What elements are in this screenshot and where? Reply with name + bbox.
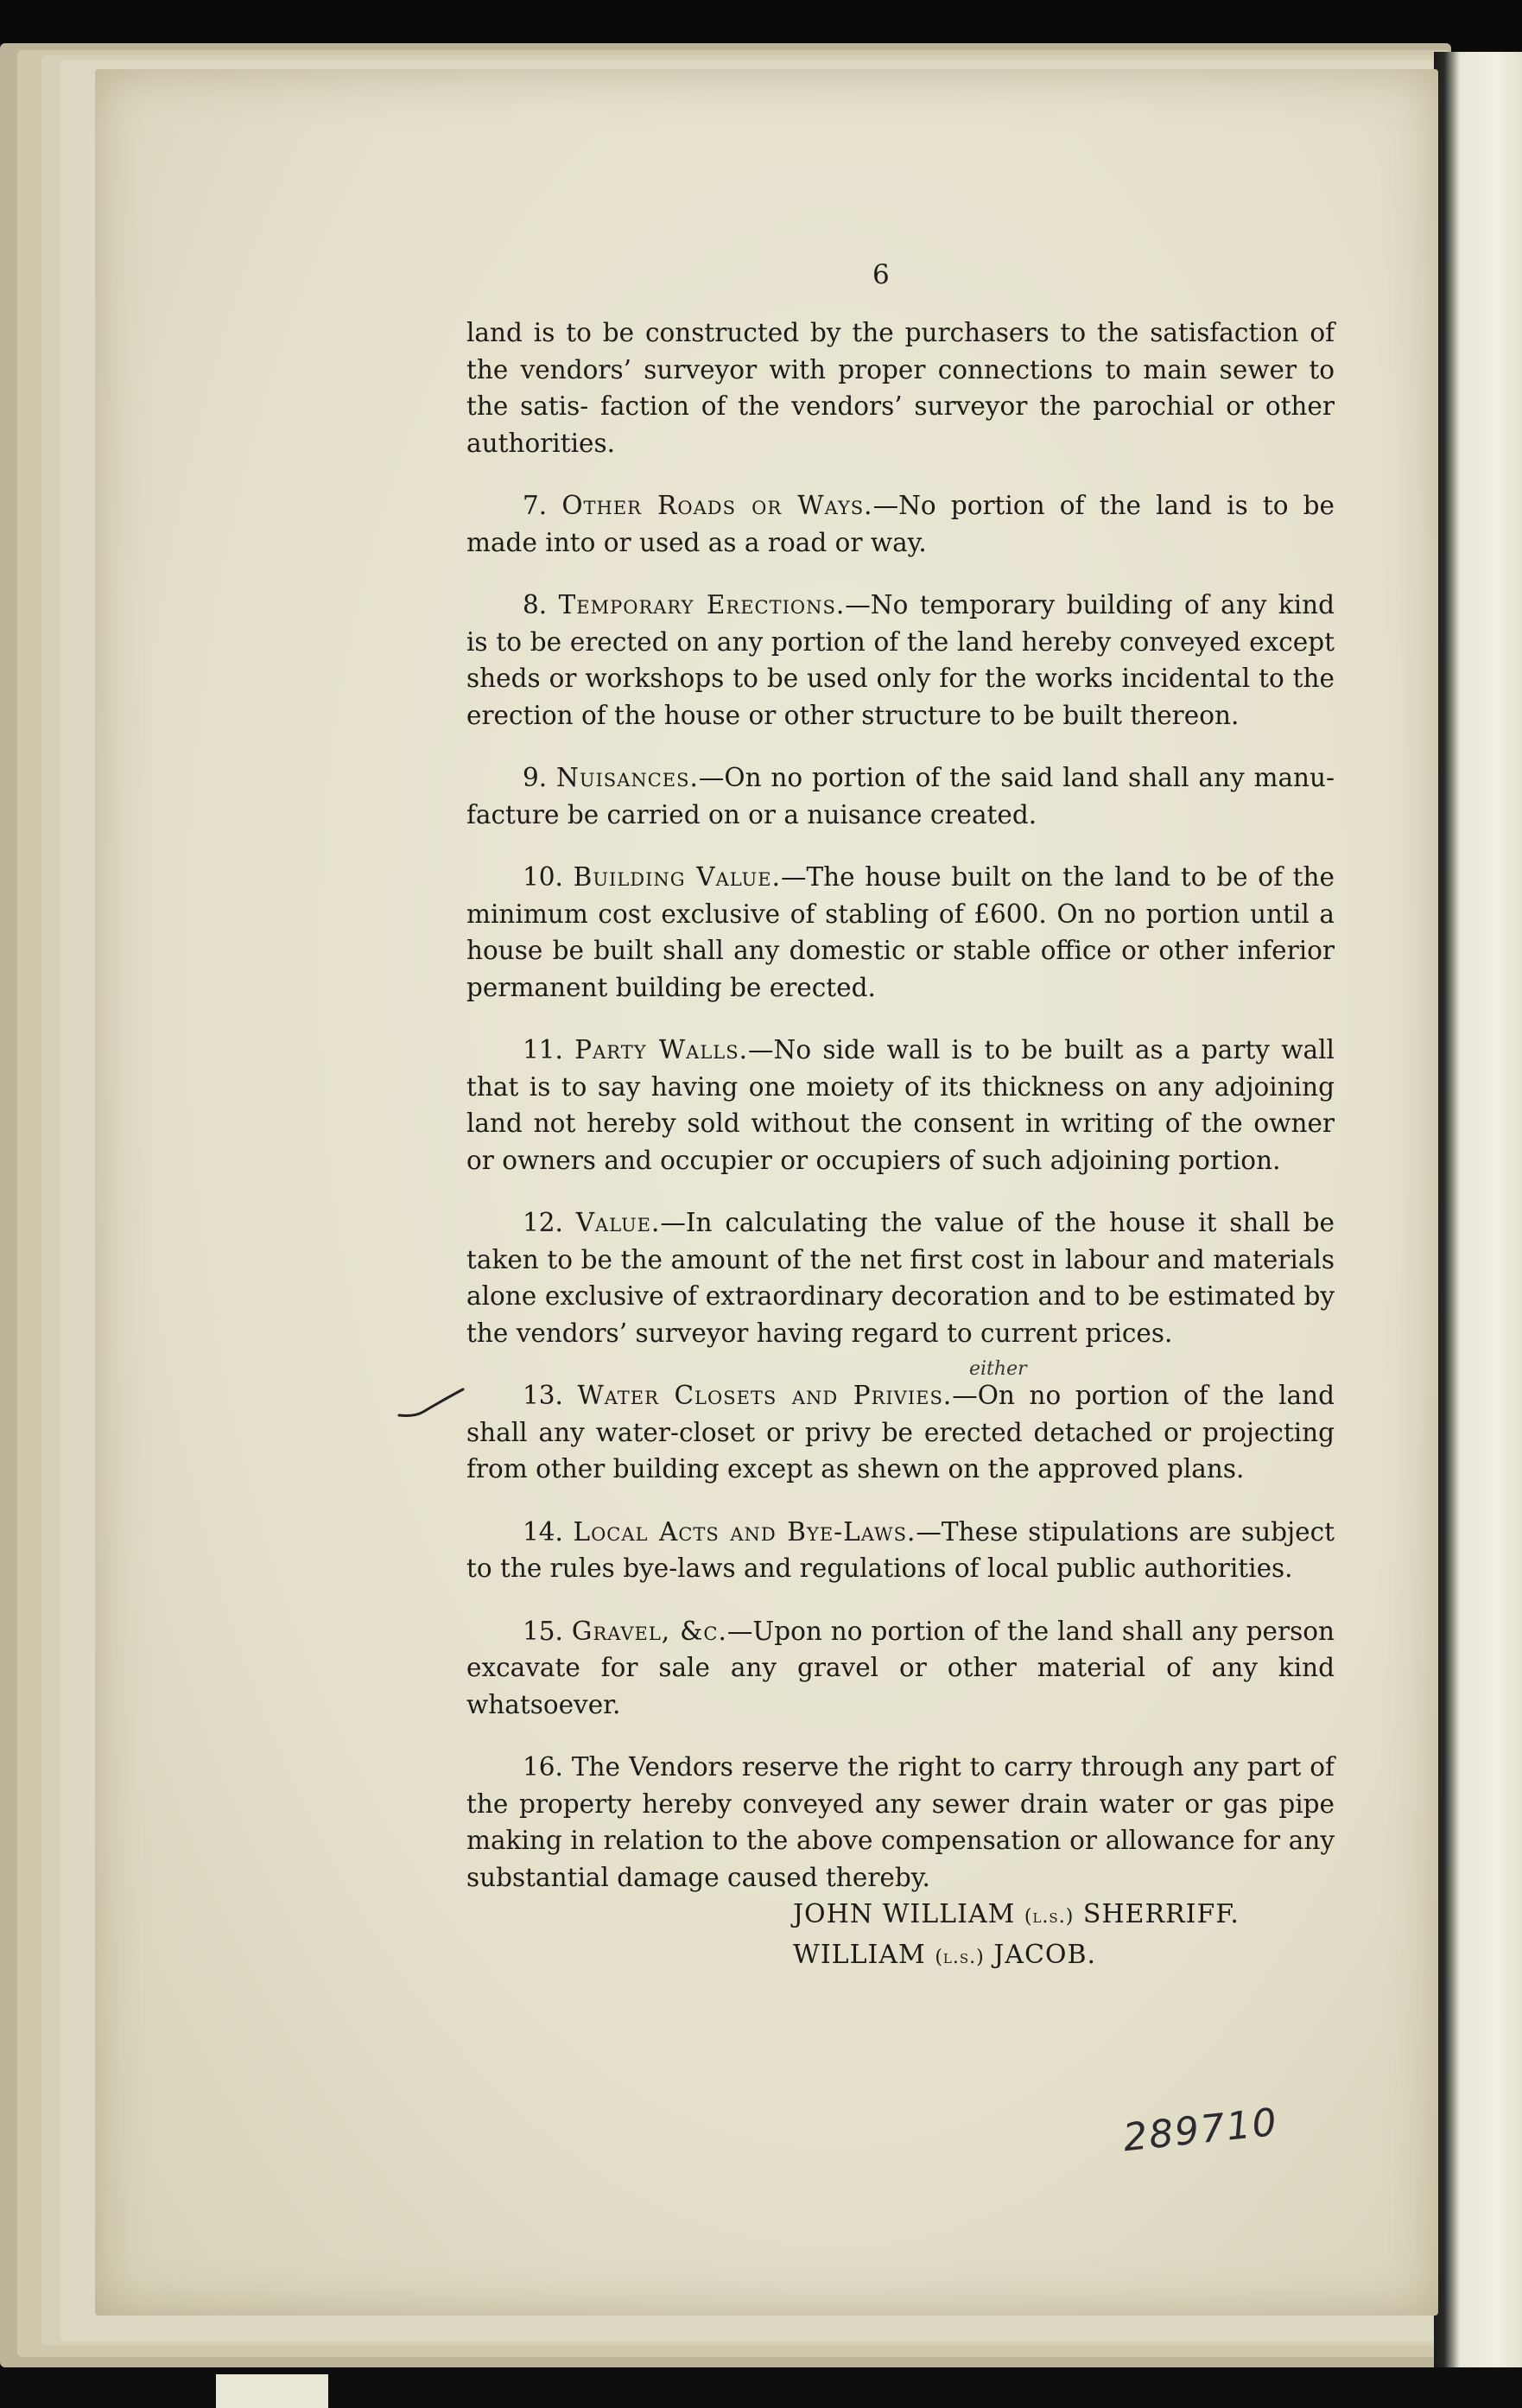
signatory-first-name: WILLIAM <box>793 1940 926 1970</box>
clause-13 <box>466 1377 1335 1488</box>
clause-heading: Building Value. <box>573 862 781 892</box>
clause-number: 8. <box>523 590 548 619</box>
page-number: 6 <box>872 259 890 290</box>
signatory-first-name: JOHN WILLIAM <box>793 1899 1016 1929</box>
facing-page-edge <box>1434 52 1522 2376</box>
clause-number: 16. <box>523 1752 563 1782</box>
document-body <box>466 315 1335 1922</box>
clause-7 <box>466 487 1335 561</box>
clause-heading: Other Roads or Ways. <box>561 491 873 520</box>
clause-body: —No temporary building of any kind is to be erected on any portion of the land hereby conveyed except sheds or workshops to be used only for the works incidental to the erection of the house or other structure to be built thereon. <box>466 590 1335 730</box>
signature-line <box>793 1896 1240 1936</box>
clause-heading: Water Closets and Privies. <box>577 1381 953 1410</box>
clause-body: The Vendors reserve the right to carry through any part of the property hereby conveyed any sewer drain water or gas pipe making in relation to the above compensation or allowance for any substantial damage caused thereby. <box>466 1752 1335 1892</box>
clause-heading: Nuisances. <box>556 763 699 792</box>
signatory-last-name: SHERRIFF. <box>1082 1899 1240 1929</box>
clause-8 <box>466 587 1335 734</box>
clause-12 <box>466 1204 1335 1351</box>
clause-number: 9. <box>523 763 548 792</box>
clause-number: 11. <box>523 1035 563 1064</box>
clause-15 <box>466 1613 1335 1724</box>
clause-heading: Party Walls. <box>574 1035 749 1064</box>
clause-body: —These stipulations are subject to the rules bye-laws and regulations of local public authorities. <box>466 1516 1335 1583</box>
clause-heading: Local Acts and Bye-Laws. <box>573 1516 916 1547</box>
handwritten-reference-number: 289710 <box>1120 2100 1281 2161</box>
clause-14 <box>466 1514 1335 1587</box>
paragraph-body: land is to be constructed by the purchasers to the satisfaction of the vendors’ surveyor with proper connections to main sewer to the satis- faction of the vendors’ surveyor the parochial or other authorities. <box>466 318 1335 458</box>
clause-11 <box>466 1032 1335 1179</box>
clause-16 <box>466 1749 1335 1896</box>
clause-number: 7. <box>523 491 548 520</box>
clause-body: —No side wall is to be built as a party wall that is to say having one moiety of its thickness on any adjoining land not hereby sold without the consent in writing of the owner or owners and occupier or occupiers of such adjoining portion. <box>466 1035 1335 1175</box>
pencil-tick-icon <box>397 1382 466 1426</box>
clause-body: —On no portion of the said land shall any manu- facture be carried on or a nuisance created. <box>466 763 1335 829</box>
signature-line <box>793 1936 1240 1977</box>
clause-heading: Value. <box>575 1208 661 1237</box>
clause-number: 10. <box>523 862 563 892</box>
clause-heading: Gravel, &c. <box>571 1616 727 1646</box>
clause-number: 15. <box>523 1616 563 1646</box>
paragraph-continuation <box>466 315 1335 461</box>
signature-block <box>793 1896 1240 1977</box>
seal-mark: (l.s.) <box>935 1947 985 1968</box>
clause-number: 14. <box>523 1516 563 1547</box>
clause-body: —In calculating the value of the house it shall be taken to be the amount of the net first cost in labour and materials alone exclusive of extraordinary decoration and to be estimated by the vendors’ surveyor having regard to current prices. <box>466 1208 1335 1348</box>
clause-body: —On no portion of the land shall any water-closet or privy be erected detached or projecting from other building except as shewn on the approved plans. <box>466 1381 1335 1484</box>
signatory-last-name: JACOB. <box>993 1940 1097 1970</box>
clause-9 <box>466 759 1335 833</box>
clause-heading: Temporary Erections. <box>558 590 846 619</box>
seal-mark: (l.s.) <box>1024 1906 1075 1928</box>
handwritten-insert: either <box>969 1358 1027 1380</box>
clause-10 <box>466 859 1335 1006</box>
clause-body: —No portion of the land is to be made into or used as a road or way. <box>466 491 1335 557</box>
bottom-tab <box>216 2374 328 2408</box>
clause-body: —The house built on the land to be of the minimum cost exclusive of stabling of £600. On no portion until a house be built shall any domestic or stable office or other inferior permanent building be erected. <box>466 862 1335 1002</box>
clause-number: 12. <box>523 1208 563 1237</box>
clause-body: —Upon no portion of the land shall any person excavate for sale any gravel or other material of any kind whatsoever. <box>466 1616 1335 1719</box>
clause-number: 13. <box>523 1381 563 1410</box>
